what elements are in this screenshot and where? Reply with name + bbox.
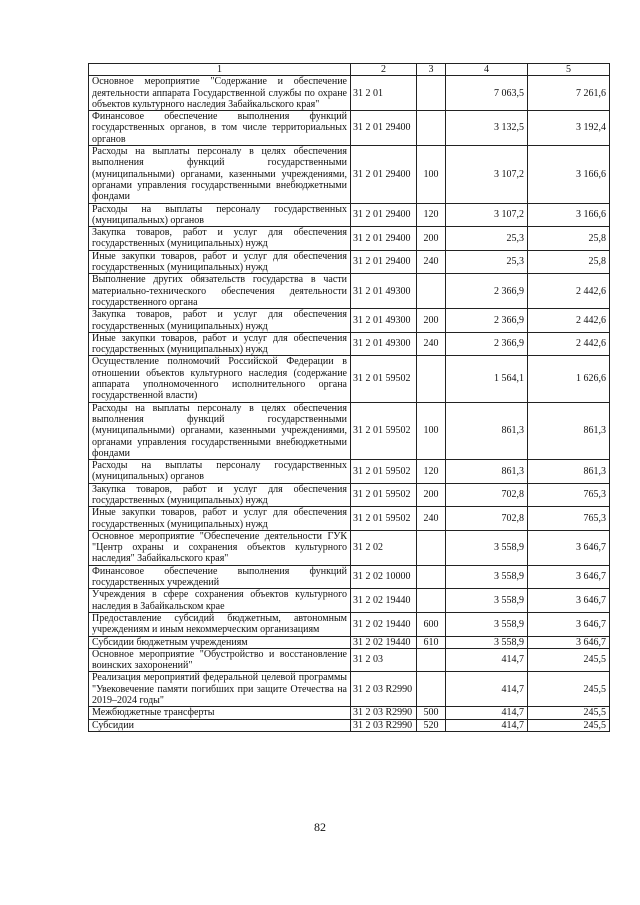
expense-type-cell <box>417 76 446 111</box>
amount-col4-cell: 2 366,9 <box>446 309 528 333</box>
amount-col4-cell: 414,7 <box>446 719 528 731</box>
item-name-cell: Иные закупки товаров, работ и услуг для обеспечения государственных (муниципальных) нужд <box>89 250 351 274</box>
header-cell: 1 <box>89 64 351 76</box>
target-code-cell: 31 2 03 <box>351 648 417 672</box>
target-code-cell: 31 2 03 R2990 <box>351 672 417 707</box>
table-row <box>89 111 610 146</box>
amount-col4-cell: 2 366,9 <box>446 274 528 309</box>
table-row <box>89 332 610 356</box>
amount-col5-cell: 765,3 <box>528 507 610 531</box>
amount-col4-cell: 3 107,2 <box>446 146 528 203</box>
table-row <box>89 460 610 484</box>
table-row <box>89 612 610 636</box>
table-row <box>89 648 610 672</box>
amount-col5-cell: 245,5 <box>528 707 610 719</box>
table-row <box>89 356 610 402</box>
expense-type-cell: 200 <box>417 309 446 333</box>
header-cell: 2 <box>351 64 417 76</box>
amount-col4-cell: 3 558,9 <box>446 612 528 636</box>
table-row <box>89 227 610 251</box>
amount-col5-cell: 2 442,6 <box>528 309 610 333</box>
amount-col4-cell: 414,7 <box>446 672 528 707</box>
target-code-cell: 31 2 03 R2990 <box>351 707 417 719</box>
table-row <box>89 250 610 274</box>
item-name-cell: Основное мероприятие "Обеспечение деятельности ГУК "Центр охраны и сохранения объектов культурного наследия" Забайкальского края" <box>89 530 351 565</box>
expense-type-cell: 520 <box>417 719 446 731</box>
item-name-cell: Реализация мероприятий федеральной целевой программы "Увековечение памяти погибших при защите Отечества на 2019–2024 годы" <box>89 672 351 707</box>
target-code-cell: 31 2 02 19440 <box>351 636 417 648</box>
item-name-cell: Субсидии <box>89 719 351 731</box>
table-row <box>89 530 610 565</box>
amount-col4-cell: 414,7 <box>446 707 528 719</box>
target-code-cell: 31 2 02 19440 <box>351 589 417 613</box>
target-code-cell: 31 2 02 19440 <box>351 612 417 636</box>
header-cell: 4 <box>446 64 528 76</box>
item-name-cell: Предоставление субсидий бюджетным, автономным учреждениям и иным некоммерческим организациям <box>89 612 351 636</box>
item-name-cell: Закупка товаров, работ и услуг для обеспечения государственных (муниципальных) нужд <box>89 309 351 333</box>
table-row <box>89 203 610 227</box>
item-name-cell: Выполнение других обязательств государства в части материально-технического обеспечения деятельности государственного органа <box>89 274 351 309</box>
expense-type-cell <box>417 356 446 402</box>
expense-type-cell: 200 <box>417 483 446 507</box>
item-name-cell: Финансовое обеспечение выполнения функций государственных учреждений <box>89 565 351 589</box>
page-number: 82 <box>314 820 326 834</box>
amount-col4-cell: 7 063,5 <box>446 76 528 111</box>
amount-col4-cell: 3 132,5 <box>446 111 528 146</box>
amount-col5-cell: 3 166,6 <box>528 146 610 203</box>
amount-col4-cell: 25,3 <box>446 227 528 251</box>
target-code-cell: 31 2 01 29400 <box>351 203 417 227</box>
amount-col4-cell: 702,8 <box>446 483 528 507</box>
expense-type-cell: 610 <box>417 636 446 648</box>
amount-col5-cell: 765,3 <box>528 483 610 507</box>
target-code-cell: 31 2 01 49300 <box>351 332 417 356</box>
table-row <box>89 672 610 707</box>
header-row <box>89 64 610 76</box>
expense-type-cell <box>417 111 446 146</box>
item-name-cell: Межбюджетные трансферты <box>89 707 351 719</box>
amount-col5-cell: 3 646,7 <box>528 589 610 613</box>
amount-col5-cell: 3 646,7 <box>528 530 610 565</box>
amount-col5-cell: 3 192,4 <box>528 111 610 146</box>
target-code-cell: 31 2 01 59502 <box>351 356 417 402</box>
target-code-cell: 31 2 01 29400 <box>351 146 417 203</box>
item-name-cell: Расходы на выплаты персоналу в целях обеспечения выполнения функций государственными (муниципальными) органами, казенными учреждениями, органами управления государственными внебюджетными фондами <box>89 146 351 203</box>
amount-col4-cell: 2 366,9 <box>446 332 528 356</box>
expense-type-cell: 500 <box>417 707 446 719</box>
item-name-cell: Расходы на выплаты персоналу в целях обеспечения выполнения функций государственными (муниципальными) органами, казенными учреждениями, органами управления государственными внебюджетными фондами <box>89 402 351 459</box>
target-code-cell: 31 2 01 59502 <box>351 402 417 459</box>
expense-type-cell <box>417 672 446 707</box>
expense-type-cell: 240 <box>417 332 446 356</box>
expense-type-cell: 120 <box>417 460 446 484</box>
item-name-cell: Учреждения в сфере сохранения объектов культурного наследия в Забайкальском крае <box>89 589 351 613</box>
table-row <box>89 483 610 507</box>
amount-col5-cell: 3 646,7 <box>528 612 610 636</box>
amount-col4-cell: 861,3 <box>446 402 528 459</box>
amount-col4-cell: 3 558,9 <box>446 589 528 613</box>
amount-col4-cell: 861,3 <box>446 460 528 484</box>
table-row <box>89 146 610 203</box>
table-body <box>89 76 610 732</box>
amount-col5-cell: 245,5 <box>528 672 610 707</box>
table-row <box>89 402 610 459</box>
expense-type-cell <box>417 274 446 309</box>
table-row <box>89 636 610 648</box>
item-name-cell: Осуществление полномочий Российской Федерации в отношении объектов культурного наследия (содержание аппарата уполномоченного исполнительного органа государственной власти) <box>89 356 351 402</box>
amount-col5-cell: 861,3 <box>528 460 610 484</box>
expense-type-cell: 240 <box>417 250 446 274</box>
amount-col5-cell: 2 442,6 <box>528 332 610 356</box>
table-row <box>89 719 610 731</box>
amount-col5-cell: 7 261,6 <box>528 76 610 111</box>
amount-col5-cell: 25,8 <box>528 227 610 251</box>
item-name-cell: Иные закупки товаров, работ и услуг для обеспечения государственных (муниципальных) нужд <box>89 332 351 356</box>
amount-col4-cell: 3 558,9 <box>446 530 528 565</box>
target-code-cell: 31 2 01 29400 <box>351 227 417 251</box>
expense-type-cell: 600 <box>417 612 446 636</box>
expense-type-cell: 100 <box>417 402 446 459</box>
expense-type-cell <box>417 648 446 672</box>
amount-col4-cell: 1 564,1 <box>446 356 528 402</box>
item-name-cell: Закупка товаров, работ и услуг для обеспечения государственных (муниципальных) нужд <box>89 227 351 251</box>
header-cell: 3 <box>417 64 446 76</box>
target-code-cell: 31 2 01 <box>351 76 417 111</box>
amount-col4-cell: 414,7 <box>446 648 528 672</box>
target-code-cell: 31 2 01 59502 <box>351 507 417 531</box>
target-code-cell: 31 2 03 R2990 <box>351 719 417 731</box>
amount-col5-cell: 245,5 <box>528 719 610 731</box>
expense-type-cell: 200 <box>417 227 446 251</box>
target-code-cell: 31 2 01 59502 <box>351 460 417 484</box>
amount-col5-cell: 245,5 <box>528 648 610 672</box>
item-name-cell: Основное мероприятие "Содержание и обеспечение деятельности аппарата Государственной службы по охране объектов культурного наследия Забайкальского края" <box>89 76 351 111</box>
amount-col4-cell: 3 558,9 <box>446 565 528 589</box>
amount-col4-cell: 3 558,9 <box>446 636 528 648</box>
target-code-cell: 31 2 01 49300 <box>351 274 417 309</box>
target-code-cell: 31 2 01 29400 <box>351 250 417 274</box>
table-row <box>89 76 610 111</box>
target-code-cell: 31 2 01 29400 <box>351 111 417 146</box>
expense-type-cell: 120 <box>417 203 446 227</box>
amount-col5-cell: 25,8 <box>528 250 610 274</box>
item-name-cell: Основное мероприятие "Обустройство и восстановление воинских захоронений" <box>89 648 351 672</box>
budget-table <box>88 63 610 732</box>
amount-col4-cell: 25,3 <box>446 250 528 274</box>
item-name-cell: Финансовое обеспечение выполнения функций государственных органов, в том числе территориальных органов <box>89 111 351 146</box>
table-row <box>89 507 610 531</box>
expense-type-cell: 240 <box>417 507 446 531</box>
table-row <box>89 274 610 309</box>
amount-col5-cell: 3 166,6 <box>528 203 610 227</box>
item-name-cell: Расходы на выплаты персоналу государственных (муниципальных) органов <box>89 460 351 484</box>
table-row <box>89 589 610 613</box>
amount-col4-cell: 3 107,2 <box>446 203 528 227</box>
item-name-cell: Субсидии бюджетным учреждениям <box>89 636 351 648</box>
header-cell: 5 <box>528 64 610 76</box>
expense-type-cell <box>417 565 446 589</box>
item-name-cell: Иные закупки товаров, работ и услуг для обеспечения государственных (муниципальных) нужд <box>89 507 351 531</box>
amount-col5-cell: 1 626,6 <box>528 356 610 402</box>
item-name-cell: Закупка товаров, работ и услуг для обеспечения государственных (муниципальных) нужд <box>89 483 351 507</box>
amount-col5-cell: 861,3 <box>528 402 610 459</box>
target-code-cell: 31 2 01 59502 <box>351 483 417 507</box>
target-code-cell: 31 2 01 49300 <box>351 309 417 333</box>
table-row <box>89 707 610 719</box>
table-row <box>89 309 610 333</box>
expense-type-cell <box>417 530 446 565</box>
amount-col5-cell: 2 442,6 <box>528 274 610 309</box>
item-name-cell: Расходы на выплаты персоналу государственных (муниципальных) органов <box>89 203 351 227</box>
amount-col4-cell: 702,8 <box>446 507 528 531</box>
expense-type-cell <box>417 589 446 613</box>
target-code-cell: 31 2 02 <box>351 530 417 565</box>
table-row <box>89 565 610 589</box>
amount-col5-cell: 3 646,7 <box>528 636 610 648</box>
target-code-cell: 31 2 02 10000 <box>351 565 417 589</box>
amount-col5-cell: 3 646,7 <box>528 565 610 589</box>
expense-type-cell: 100 <box>417 146 446 203</box>
